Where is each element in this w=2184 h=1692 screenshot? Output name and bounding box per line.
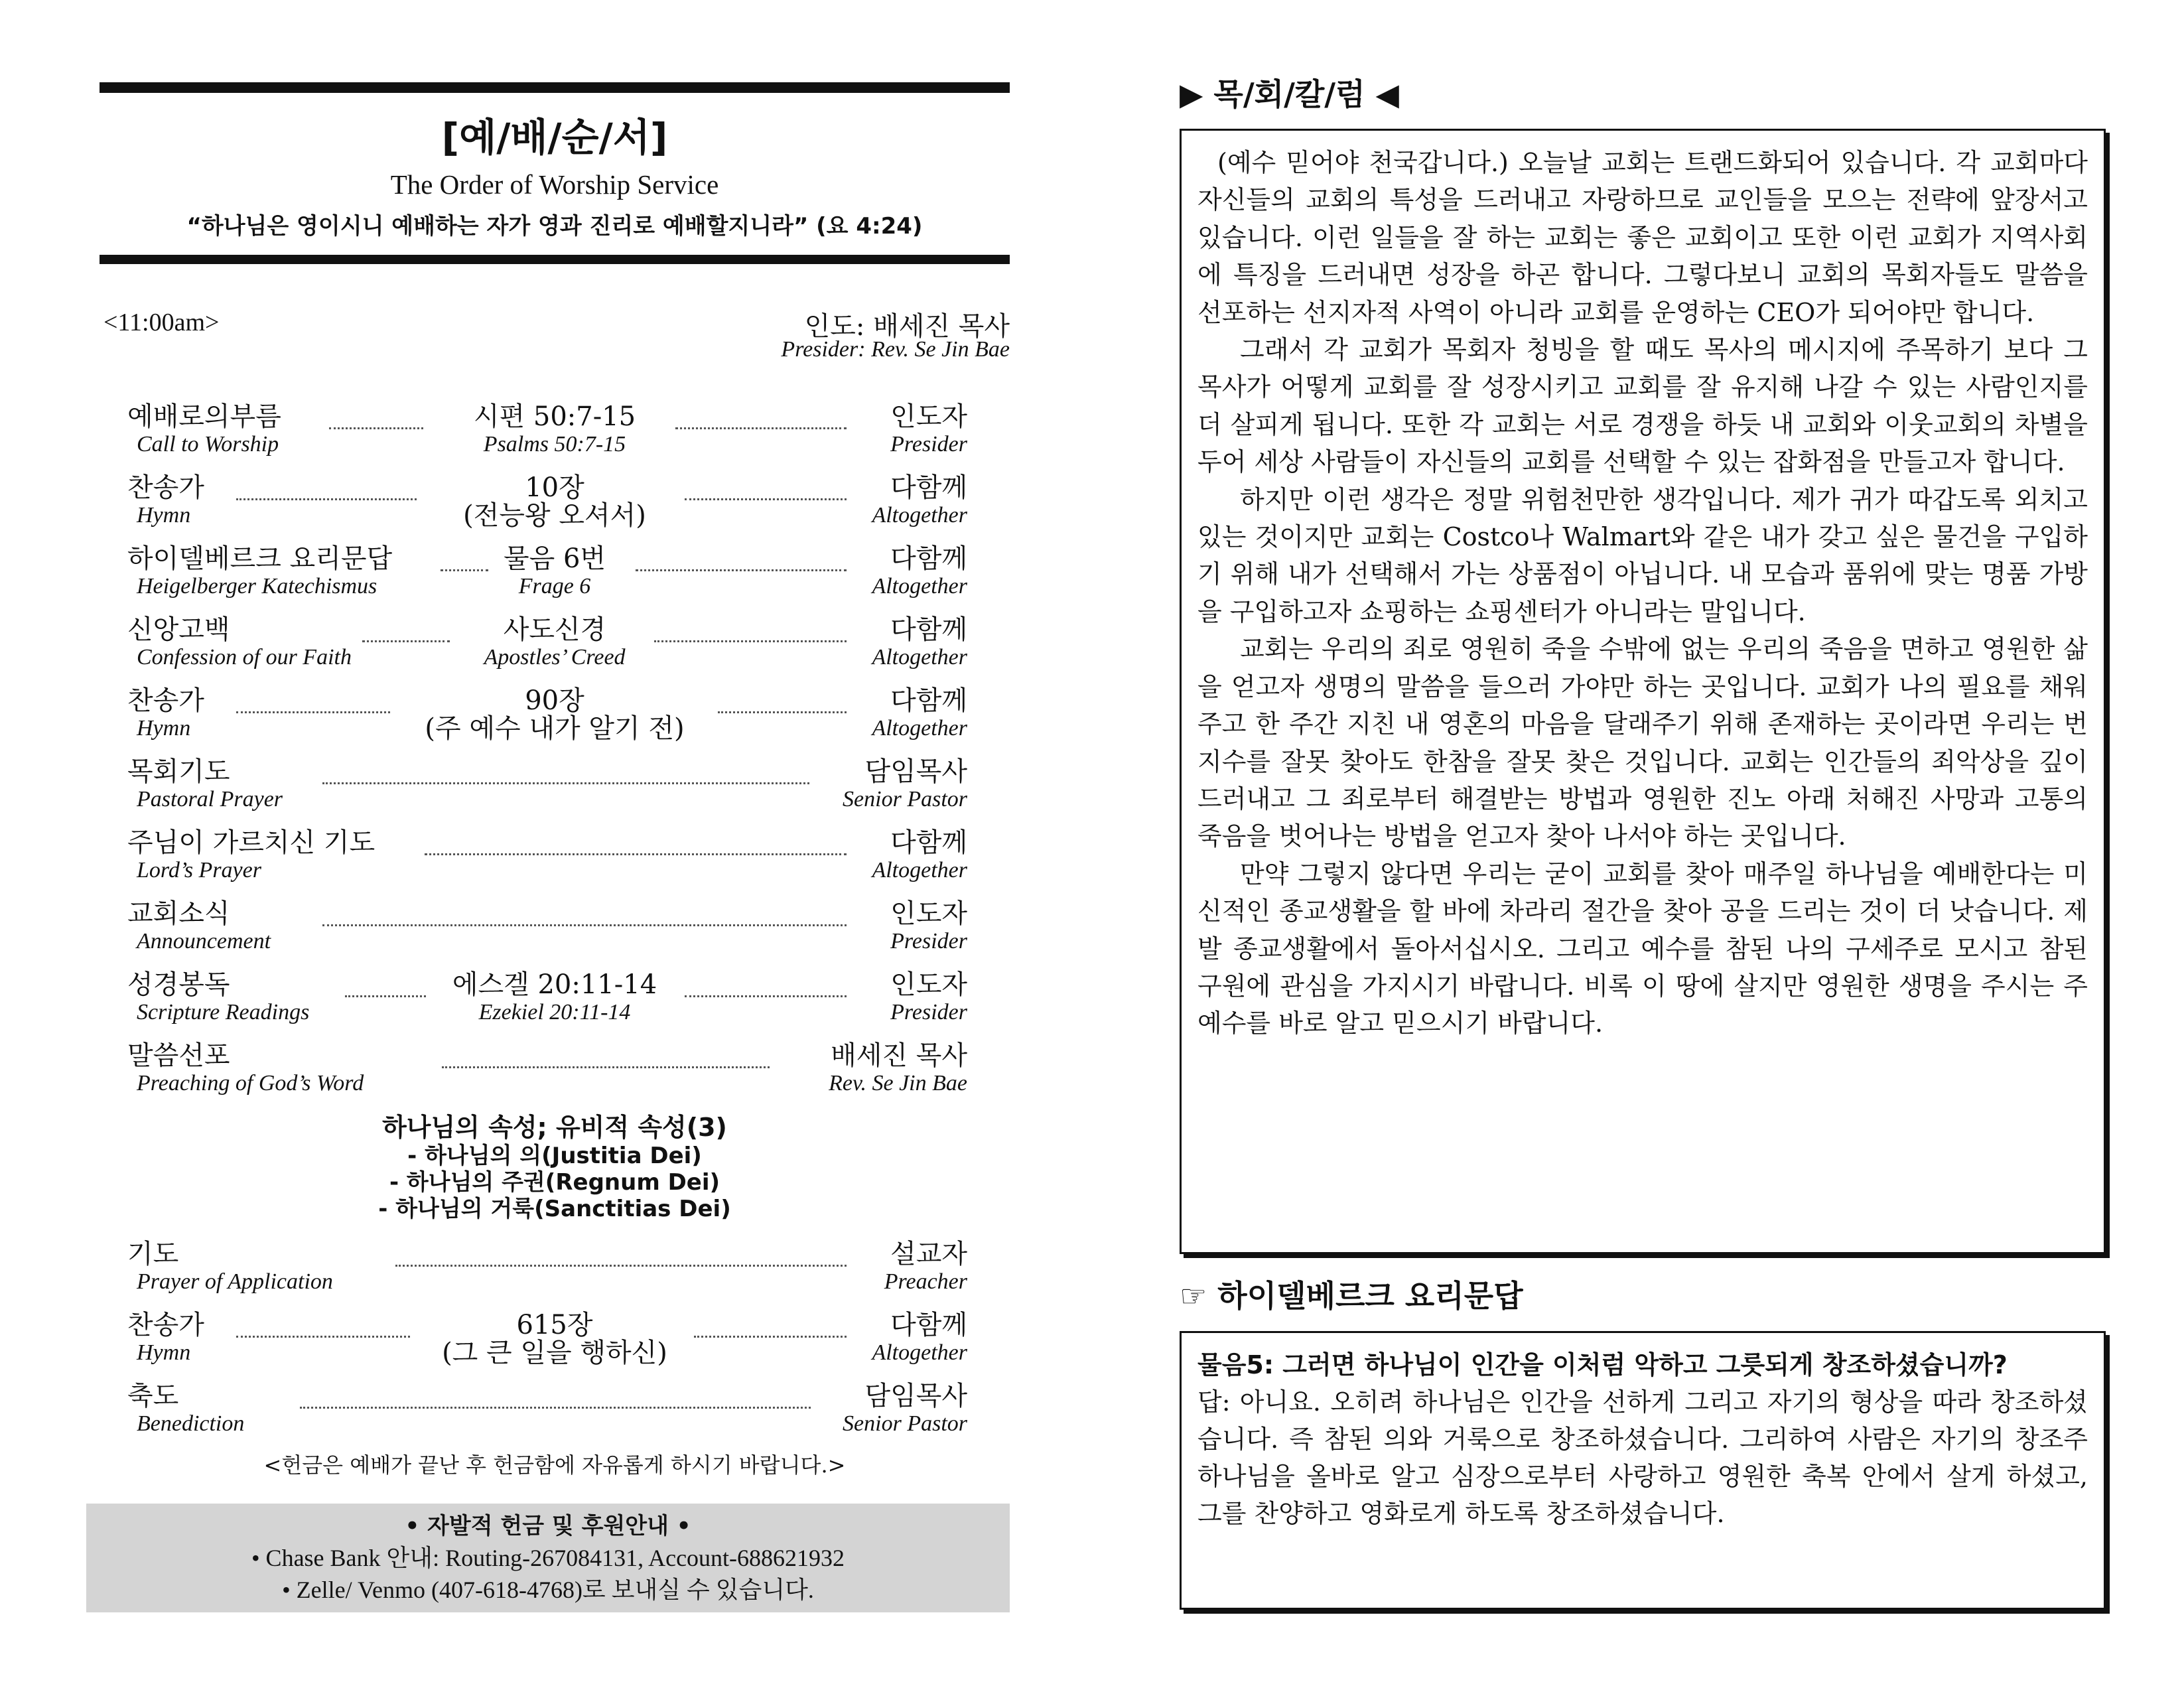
giving-info-box (86, 1504, 1010, 1612)
leader-dots (322, 782, 809, 784)
order-item (0, 614, 1092, 683)
leader-dots (395, 1265, 847, 1267)
presider-korean: 인도: 배세진 목사 (804, 311, 1010, 342)
item-korean-name: 말씀선포 (127, 1040, 230, 1071)
item-english-name: Lord’s Prayer (137, 858, 261, 882)
item-leader-korean: 설교자 (890, 1239, 967, 1269)
leader-dots (322, 924, 847, 926)
item-english-name: Hymn (137, 1340, 191, 1365)
order-item (0, 1380, 1092, 1449)
item-leader-english: Altogether (872, 716, 967, 740)
column-paragraph: (예수 믿어야 천국갑니다.) 오늘날 교회는 트랜드화되어 있습니다. 각 교회마다 자신들의 교회의 특성을 드러내고 자랑하므로 교인들을 모으는 전략에 앞장서고 있습니다. 이런 일들을 잘 하는 교회는 좋은 교회이고 또한 이런 교회가 지역사회에 특징을 드러내면 성장을 하곤 합니다. 그렇다보니 교회의 목회자들도 말씀을 선포하는 선지자적 사역이 아니라 교회를 운영하는 CEO가 되어야만 합니다. (1197, 148, 2088, 327)
pastoral-column-box (1180, 129, 2106, 1254)
item-english-name: Confession of our Faith (137, 645, 352, 670)
item-english-name: Announcement (137, 929, 271, 953)
order-item (0, 543, 1092, 612)
item-leader-english: Senior Pastor (843, 787, 967, 811)
leader-dots (685, 995, 847, 997)
sermon-title: 하나님의 속성; 유비적 속성(3) (382, 1113, 727, 1142)
item-english-name: Preaching of God’s Word (137, 1071, 364, 1095)
column-paragraph: 그래서 각 교회가 목회자 청빙을 할 때도 목사의 메시지에 주목하기 보다 그 목사가 어떻게 교회를 잘 성장시키고 교회를 잘 유지해 나갈 수 있는 사람인지를 더 살피게 됩니다. 또한 각 교회는 서로 경쟁을 하듯 내 교회와 이웃교회의 차별을 두어 세상 사람들이 자신들의 교회를 선택할 수 있는 잡화점을 만들고자 합니다. (1197, 335, 2088, 477)
order-item (0, 898, 1092, 967)
order-item (0, 1309, 1092, 1378)
order-item (0, 685, 1092, 754)
sermon-point: - 하나님의 거룩(Sanctitias Dei) (378, 1196, 731, 1222)
item-detail-korean: 사도신경 (503, 614, 606, 645)
item-english-name: Pastoral Prayer (137, 787, 283, 811)
sermon-point: - 하나님의 의(Justitia Dei) (407, 1143, 702, 1169)
zelle-venmo-info: • Zelle/ Venmo (407-618-4768)로 보내실 수 있습니다. (282, 1577, 814, 1603)
item-leader-korean: 다함께 (890, 614, 967, 645)
leader-dots (300, 1407, 811, 1409)
item-leader-korean: 다함께 (890, 827, 967, 858)
leader-dots (425, 853, 847, 855)
leader-dots (441, 569, 488, 571)
item-detail-korean: 10장 (525, 472, 584, 503)
leader-dots (329, 427, 423, 429)
item-leader-korean: 다함께 (890, 1310, 967, 1340)
leader-dots (654, 640, 847, 642)
item-detail-korean: 90장 (525, 685, 584, 716)
item-leader-english: Altogether (872, 574, 967, 599)
page-subtitle: The Order of Worship Service (390, 169, 719, 200)
item-leader-english: Presider (890, 432, 967, 457)
top-rule (100, 82, 1010, 93)
item-leader-korean: 담임목사 (864, 1381, 967, 1411)
catechism-question: 물음5: 그러면 하나님이 인간을 이처럼 악하고 그릇되게 창조하셨습니까? (1197, 1350, 2008, 1379)
item-leader-english: Altogether (872, 645, 967, 670)
item-korean-name: 성경봉독 (127, 969, 230, 1000)
bank-info: • Chase Bank 안내: Routing-267084131, Account-688621932 (251, 1545, 845, 1571)
item-korean-name: 예배로의부름 (127, 401, 281, 432)
leader-dots (718, 711, 847, 713)
giving-title: • 자발적 헌금 및 후원안내 • (405, 1513, 691, 1539)
leader-dots (685, 498, 847, 500)
item-leader-english: Senior Pastor (843, 1411, 967, 1436)
item-korean-name: 축도 (127, 1381, 179, 1411)
item-detail-english: Psalms 50:7-15 (483, 432, 626, 457)
sermon-title-block (100, 1112, 1010, 1222)
item-leader-korean: 다함께 (890, 685, 967, 716)
item-leader-english: Presider (890, 929, 967, 953)
item-detail-english: Ezekiel 20:11-14 (478, 1000, 631, 1024)
item-detail-korean: 에스겔 20:11-14 (452, 969, 657, 1000)
order-item (0, 827, 1092, 896)
catechism-answer: 답: 아니요. 오히려 하나님은 인간을 선하게 그리고 자기의 형상을 따라 창조하셨습니다. 즉 참된 의와 거룩으로 창조하셨습니다. 그리하여 사람은 자기의 창조주 하나님을 올바로 알고 심장으로부터 사랑하고 영원한 축복 안에서 살게 하셨고, 그를 찬양하고 영화로게 하도록 창조하셨습니다. (1197, 1387, 2088, 1528)
order-item (0, 401, 1092, 470)
leader-dots (236, 1336, 410, 1338)
item-leader-korean: 인도자 (890, 401, 967, 432)
column-panel (1092, 0, 2184, 1692)
item-detail-korean: 시편 50:7-15 (473, 401, 636, 432)
item-leader-korean: 배세진 목사 (831, 1040, 967, 1071)
item-korean-name: 주님이 가르치신 기도 (127, 827, 375, 858)
leader-dots (636, 569, 847, 571)
item-leader-korean: 인도자 (890, 898, 967, 929)
order-item (0, 756, 1092, 825)
leader-dots (236, 498, 417, 500)
service-time: <11:00am> (103, 309, 220, 336)
item-leader-english: Preacher (884, 1269, 967, 1294)
item-detail-english: Frage 6 (518, 574, 591, 599)
order-item (0, 472, 1092, 541)
item-leader-korean: 다함께 (890, 543, 967, 574)
item-detail-english: Apostles’ Creed (484, 645, 626, 670)
item-leader-english: Altogether (872, 503, 967, 528)
item-korean-name: 목회기도 (127, 756, 230, 787)
item-leader-english: Presider (890, 1000, 967, 1024)
leader-dots (362, 640, 450, 642)
item-detail-korean-sub: (주 예수 내가 알기 전) (425, 713, 685, 744)
leader-dots (694, 1336, 847, 1338)
pastoral-column-title: ▶ 목/회/칼/럼 ◀ (1180, 76, 1399, 112)
item-korean-name: 기도 (127, 1239, 179, 1269)
item-detail-korean: 615장 (516, 1310, 593, 1340)
item-korean-name: 찬송가 (127, 472, 204, 503)
leader-dots (345, 995, 426, 997)
catechism-title: ☞ 하이델베르크 요리문답 (1180, 1278, 1523, 1314)
item-korean-name: 신앙고백 (127, 614, 230, 645)
item-english-name: Call to Worship (137, 432, 279, 457)
leader-dots (442, 1066, 770, 1068)
item-english-name: Heigelberger Katechismus (137, 574, 377, 599)
item-korean-name: 하이델베르크 요리문답 (127, 543, 393, 574)
item-leader-korean: 인도자 (890, 969, 967, 1000)
scripture-verse: “하나님은 영이시니 예배하는 자가 영과 진리로 예배할지니라” (요 4:24) (186, 213, 923, 240)
item-leader-korean: 다함께 (890, 472, 967, 503)
order-item (0, 1238, 1092, 1307)
order-item (0, 1040, 1092, 1109)
catechism-box (1180, 1331, 2106, 1610)
offering-note: <헌금은 예배가 끝난 후 헌금함에 자유롭게 하시기 바랍니다.> (263, 1452, 846, 1478)
item-english-name: Scripture Readings (137, 1000, 310, 1024)
item-korean-name: 교회소식 (127, 898, 230, 929)
sermon-point: - 하나님의 주권(Regnum Dei) (389, 1169, 720, 1196)
leader-dots (675, 427, 847, 429)
column-paragraph: 교회는 우리의 죄로 영원히 죽을 수밖에 없는 우리의 죽음을 면하고 영원한 삶을 얻고자 생명의 말씀을 들으러 가야만 하는 곳입니다. 교회가 나의 필요를 채워주고 한 주간 지친 내 영혼의 마음을 달래주기 위해 존재하는 곳이라면 우리는 번지수를 잘못 찾아도 한참을 잘못 찾은 것입니다. 교회는 인간들의 죄악상을 깊이 드러내고 그 죄로부터 해결받는 방법과 영원한 진노 아래 처해진 사망과 고통의 죽음을 벗어나는 방법을 얻고자 찾아 나서야 하는 곳입니다. (1197, 634, 2088, 851)
item-english-name: Prayer of Application (137, 1269, 333, 1294)
item-english-name: Hymn (137, 503, 191, 528)
item-leader-english: Altogether (872, 1340, 967, 1365)
page-title: [예/배/순/서] (441, 115, 668, 160)
leader-dots (236, 711, 390, 713)
column-paragraph: 하지만 이런 생각은 정말 위험천만한 생각입니다. 제가 귀가 따갑도록 외치고 있는 것이지만 교회는 Costco나 Walmart와 같은 내가 갖고 싶은 물건을 구입하기 위해 내가 선택해서 가는 상품점이 아닙니다. 내 모습과 품위에 맞는 명품 가방을 구입하고자 쇼핑하는 쇼핑센터가 아니라는 말입니다. (1197, 484, 2088, 626)
presider-english: Presider: Rev. Se Jin Bae (781, 337, 1010, 362)
item-korean-name: 찬송가 (127, 1310, 204, 1340)
item-english-name: Benediction (137, 1411, 245, 1436)
item-leader-english: Altogether (872, 858, 967, 882)
item-leader-english: Rev. Se Jin Bae (829, 1071, 967, 1095)
item-korean-name: 찬송가 (127, 685, 204, 716)
order-item (0, 969, 1092, 1038)
item-detail-korean-sub: (전능왕 오셔서) (463, 500, 646, 531)
header-rule (100, 255, 1010, 264)
item-english-name: Hymn (137, 716, 191, 740)
column-paragraph: 만약 그렇지 않다면 우리는 굳이 교회를 찾아 매주일 하나님을 예배한다는 미신적인 종교생활을 할 바에 차라리 절간을 찾아 공을 드리는 것이 더 낫습니다. 제발 종교생활에서 돌아서십시오. 그리고 예수를 참된 나의 구세주로 모시고 참된 구원에 관심을 가지시기 바랍니다. 비록 이 땅에 살지만 영원한 생명을 주시는 주 예수를 바로 알고 믿으시기 바랍니다. (1197, 859, 2088, 1038)
item-detail-korean-sub: (그 큰 일을 행하신) (442, 1338, 667, 1368)
item-detail-korean: 물음 6번 (503, 543, 606, 574)
item-leader-korean: 담임목사 (864, 756, 967, 787)
